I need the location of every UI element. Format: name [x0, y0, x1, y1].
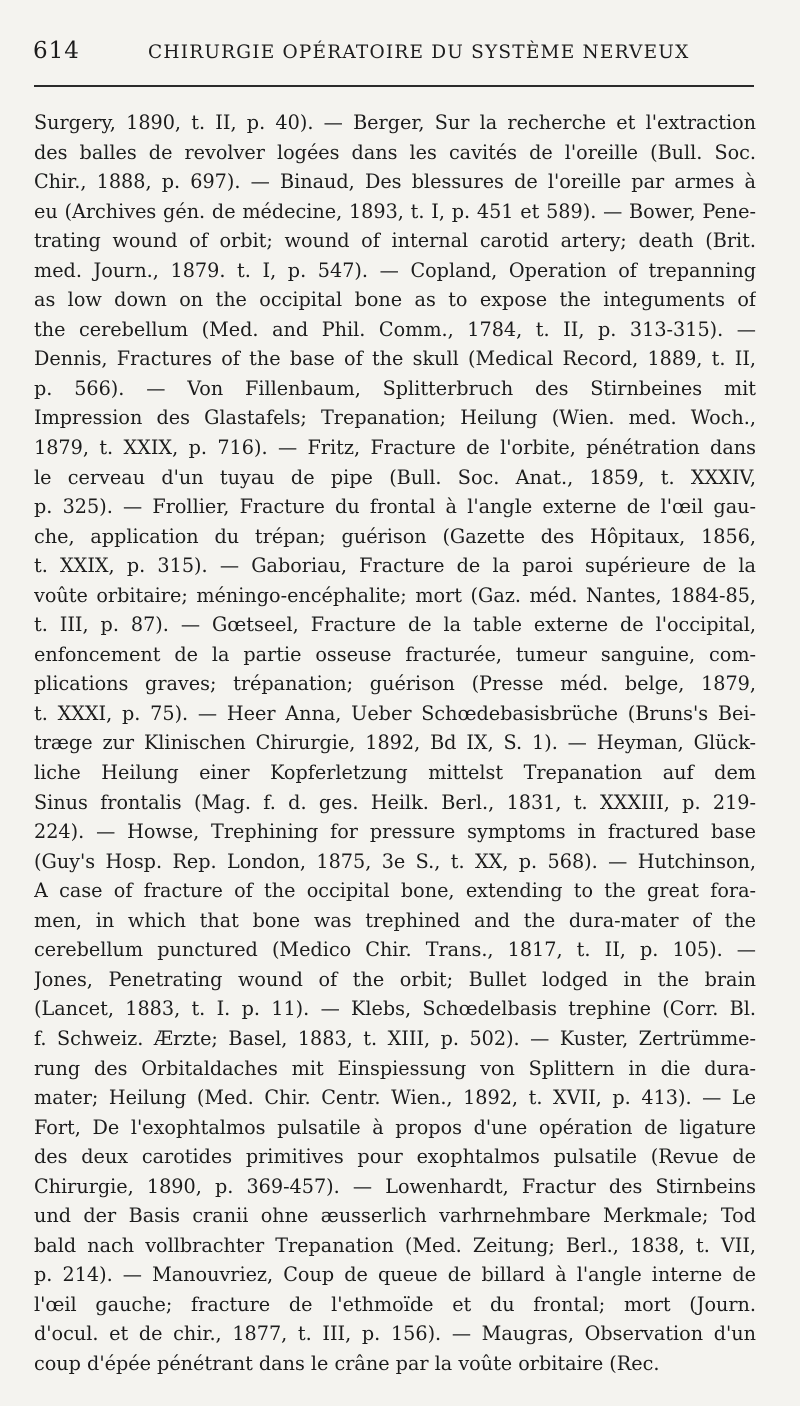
- text-line: the cerebellum (Med. and Phil. Comm., 1784, t. II, p. 313-315). —: [34, 317, 756, 341]
- bibliography-text: [34, 108, 756, 1379]
- text-line: trating wound of orbit; wound of internal carotid artery; death (Brit.: [34, 229, 756, 253]
- text-line: Impression des Glastafels; Trepanation; Heilung (Wien. med. Woch.,: [34, 406, 756, 430]
- text-line: Jones, Penetrating wound of the orbit; Bullet lodged in the brain: [34, 967, 756, 991]
- text-line: plications graves; trépanation; guérison (Presse méd. belge, 1879,: [34, 672, 756, 696]
- text-line: Surgery, 1890, t. II, p. 40). — Berger, Sur la recherche et l'extraction: [34, 111, 756, 134]
- text-line: eu (Archives gén. de médecine, 1893, t. I, p. 451 et 589). — Bower, Pene-: [34, 199, 756, 223]
- text-line: t. III, p. 87). — Gœtseel, Fracture de la table externe de l'occipital,: [34, 613, 756, 637]
- text-line: (Guy's Hosp. Rep. London, 1875, 3e S., t. XX, p. 568). — Hutchinson,: [34, 849, 756, 873]
- text-line: des balles de revolver logées dans les cavités de l'oreille (Bull. Soc.: [34, 140, 756, 164]
- text-line: d'ocul. et de chir., 1877, t. III, p. 156). — Maugras, Observation d'un: [34, 1322, 756, 1346]
- text-line: des deux carotides primitives pour exophtalmos pulsatile (Revue de: [34, 1145, 756, 1169]
- text-line: 224). — Howse, Trephining for pressure symptoms in fractured base: [34, 820, 756, 844]
- text-line: 1879, t. XXIX, p. 716). — Fritz, Fracture de l'orbite, pénétration dans: [34, 436, 756, 460]
- text-line: p. 566). — Von Fillenbaum, Splitterbruch des Stirnbeines mit: [34, 376, 756, 400]
- text-line: A case of fracture of the occipital bone, extending to the great fora-: [34, 879, 756, 903]
- page-number: 614: [33, 38, 80, 64]
- text-line: cerebellum punctured (Medico Chir. Trans., 1817, t. II, p. 105). —: [34, 938, 756, 962]
- text-line: enfoncement de la partie osseuse fracturée, tumeur sanguine, com-: [34, 642, 756, 666]
- text-line: voûte orbitaire; méningo-encéphalite; mort (Gaz. méd. Nantes, 1884-85,: [34, 583, 756, 607]
- text-line: bald nach vollbrachter Trepanation (Med. Zeitung; Berl., 1838, t. VII,: [34, 1233, 756, 1257]
- text-line: (Lancet, 1883, t. I. p. 11). — Klebs, Schœdelbasis trephine (Corr. Bl.: [34, 997, 756, 1021]
- text-line: p. 214). — Manouvriez, Coup de queue de billard à l'angle interne de: [34, 1263, 756, 1287]
- text-line: Fort, De l'exophtalmos pulsatile à propos d'une opération de ligature: [34, 1115, 756, 1139]
- text-line: Sinus frontalis (Mag. f. d. ges. Heilk. Berl., 1831, t. XXXIII, p. 219-: [34, 790, 756, 814]
- text-line: t. XXIX, p. 315). — Gaboriau, Fracture de la paroi supérieure de la: [34, 554, 756, 578]
- text-line: p. 325). — Frollier, Fracture du frontal à l'angle externe de l'œil gau-: [34, 495, 756, 519]
- text-line: træge zur Klinischen Chirurgie, 1892, Bd IX, S. 1). — Heyman, Glück-: [34, 731, 756, 755]
- text-line: und der Basis cranii ohne æusserlich varhrnehmbare Merkmale; Tod: [34, 1204, 756, 1228]
- text-line: Chirurgie, 1890, p. 369-457). — Lowenhardt, Fractur des Stirnbeins: [34, 1174, 756, 1198]
- header-rule: [34, 85, 754, 87]
- text-line: Chir., 1888, p. 697). — Binaud, Des blessures de l'oreille par armes à: [34, 170, 756, 194]
- text-line: Dennis, Fractures of the base of the skull (Medical Record, 1889, t. II,: [34, 347, 756, 371]
- text-line: coup d'épée pénétrant dans le crâne par la voûte orbitaire (Rec.: [34, 1351, 660, 1375]
- text-line: f. Schweiz. Ærzte; Basel, 1883, t. XIII, p. 502). — Kuster, Zertrümme-: [34, 1026, 756, 1050]
- text-line: men, in which that bone was trephined and the dura-mater of the: [34, 908, 756, 932]
- text-line: che, application du trépan; guérison (Gazette des Hôpitaux, 1856,: [34, 524, 756, 548]
- text-line: liche Heilung einer Kopferletzung mittelst Trepanation auf dem: [34, 761, 756, 785]
- text-line: rung des Orbitaldaches mit Einspiessung von Splittern in die dura-: [34, 1056, 756, 1080]
- text-line: as low down on the occipital bone as to expose the integuments of: [34, 288, 756, 312]
- text-line: le cerveau d'un tuyau de pipe (Bull. Soc. Anat., 1859, t. XXXIV,: [34, 465, 756, 489]
- running-title: CHIRURGIE OPÉRATOIRE DU SYSTÈME NERVEUX: [148, 42, 690, 63]
- text-line: mater; Heilung (Med. Chir. Centr. Wien., 1892, t. XVII, p. 413). — Le: [34, 1086, 756, 1110]
- page-header: [33, 32, 756, 72]
- text-line: t. XXXI, p. 75). — Heer Anna, Ueber Schœdebasisbrüche (Bruns's Bei-: [34, 701, 756, 725]
- text-line: med. Journ., 1879. t. I, p. 547). — Copland, Operation of trepanning: [34, 258, 756, 282]
- text-line: l'œil gauche; fracture de l'ethmoïde et du frontal; mort (Journ.: [34, 1292, 756, 1316]
